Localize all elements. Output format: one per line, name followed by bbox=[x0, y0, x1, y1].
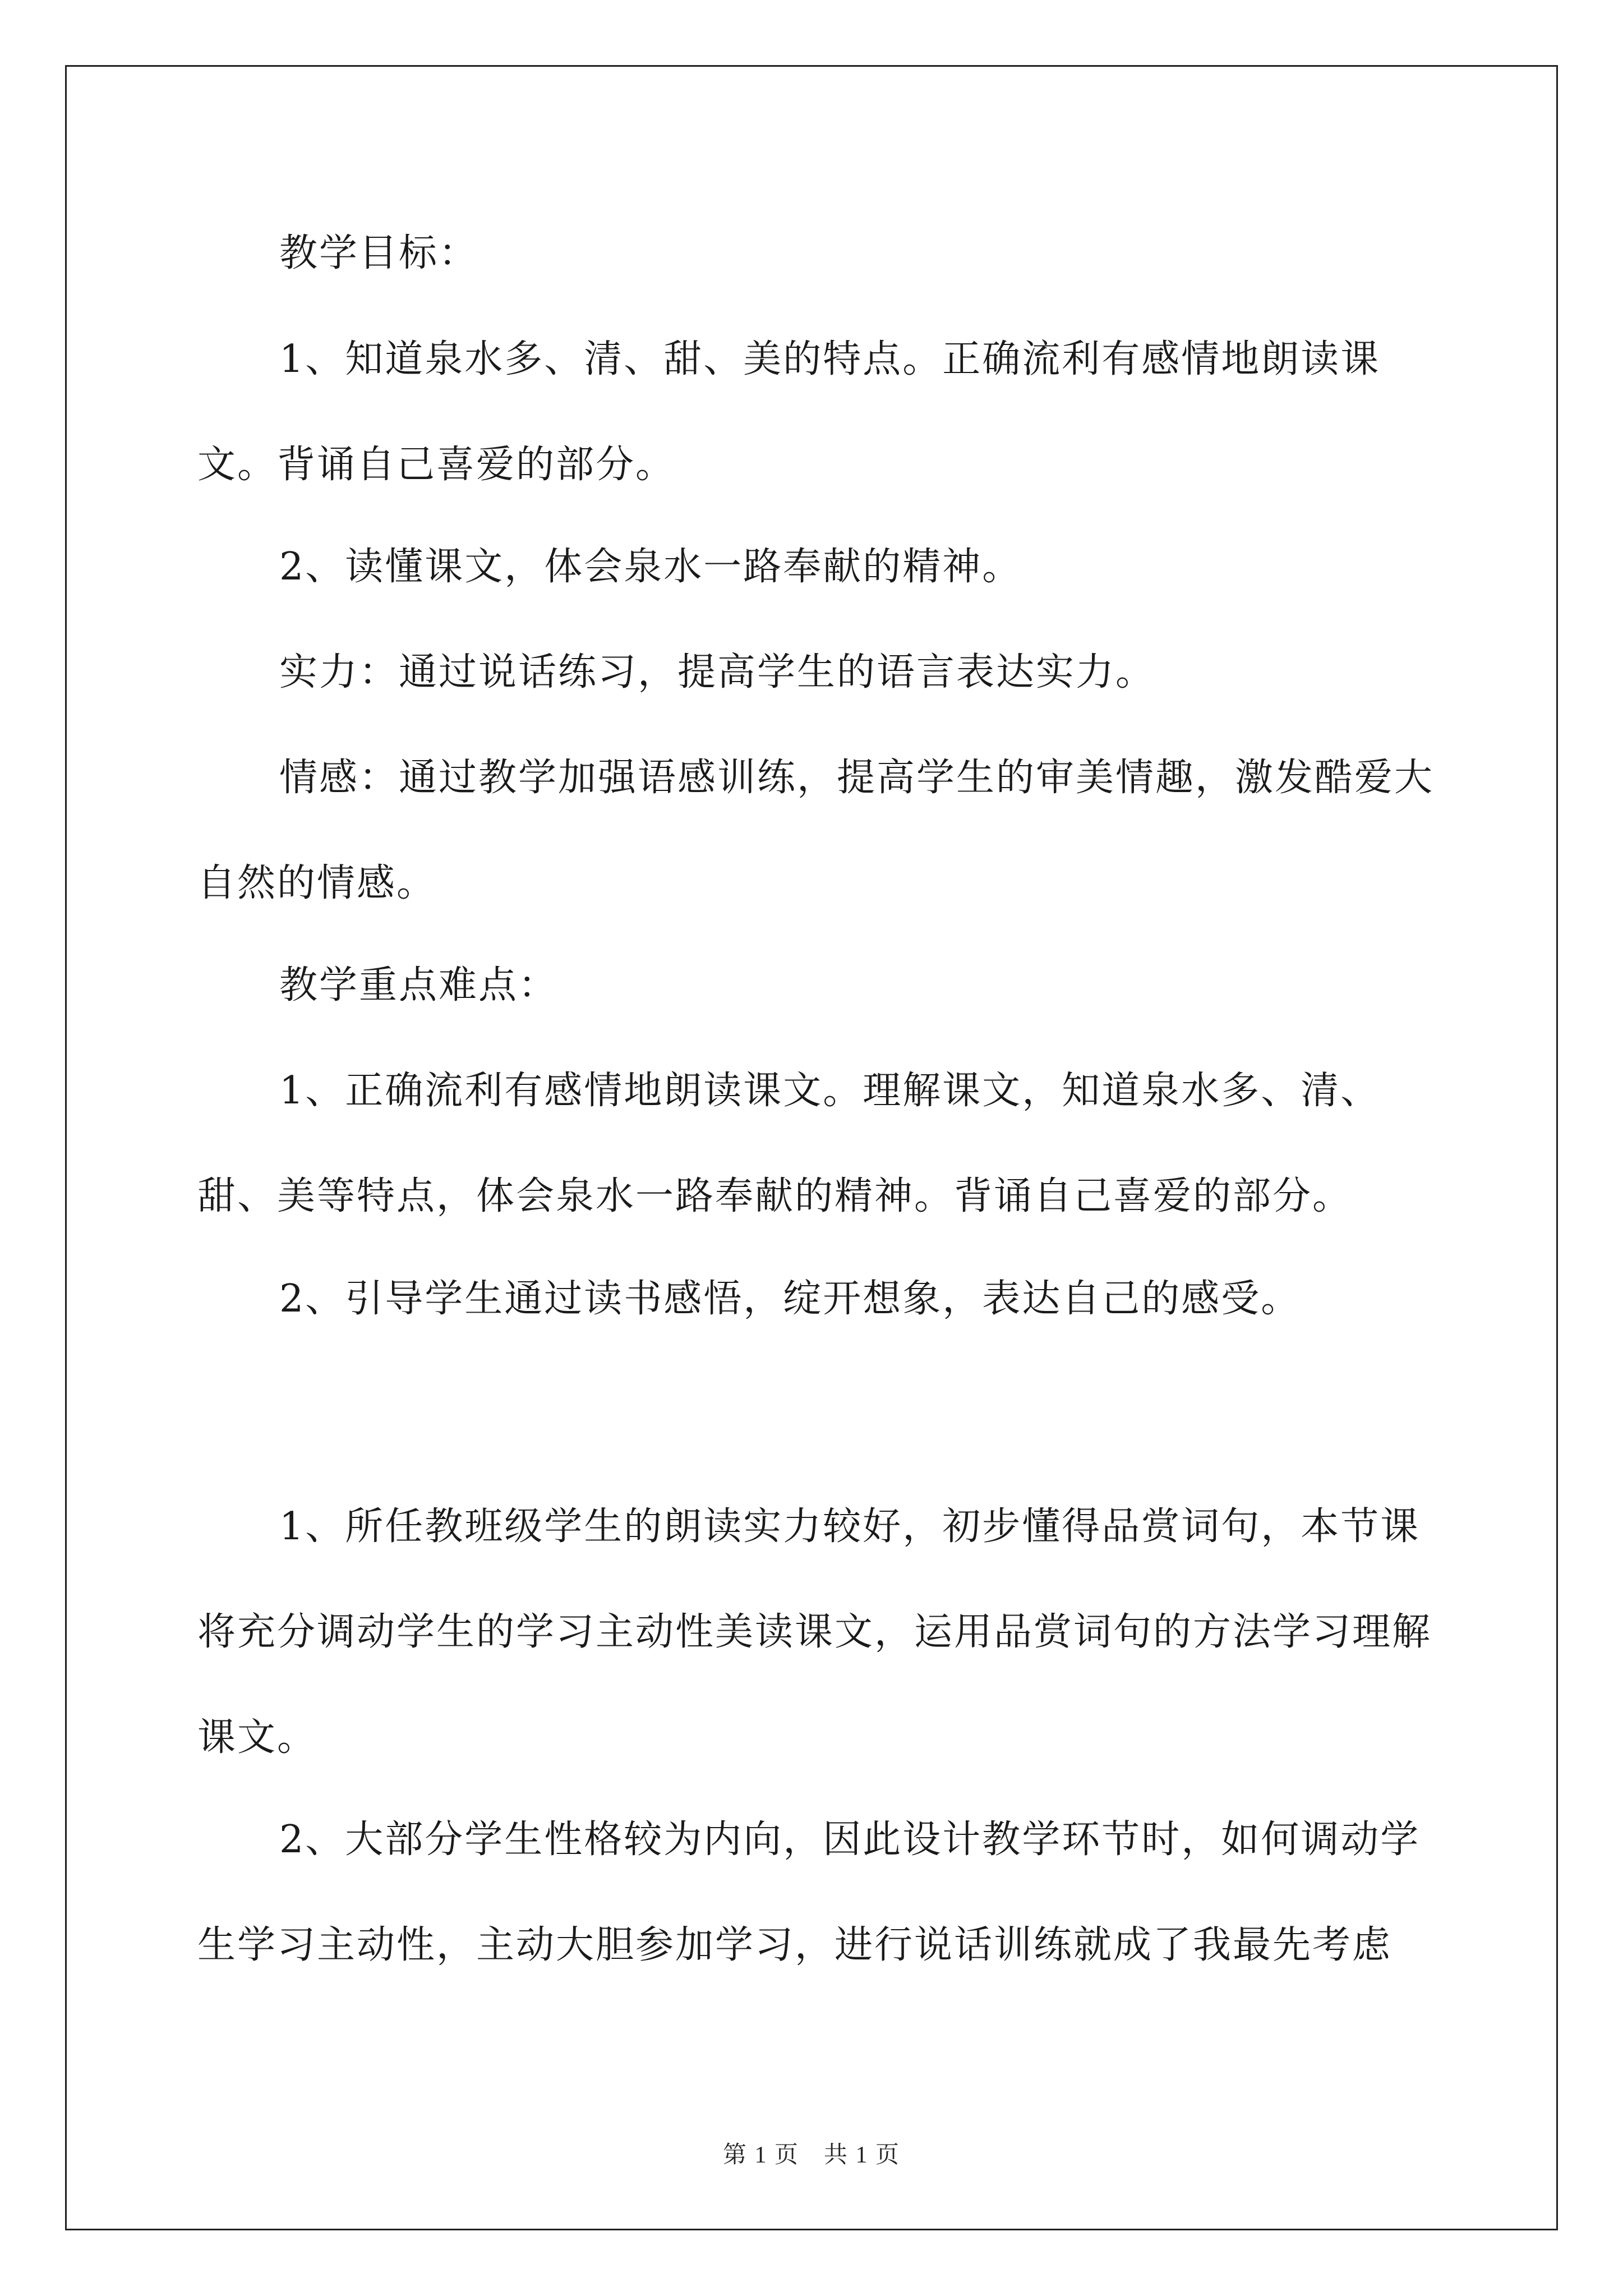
paragraph-emotion: 情感：通过教学加强语感训练，提高学生的审美情趣，激发酷爱大自然的情感。 bbox=[197, 756, 1435, 905]
paragraph-student-analysis-2: 2、大部分学生性格较为内向，因此设计教学环节时，如何调动学生学习主动性，主动大胆参加学习，进行说话训练就成了我最先考虑 bbox=[197, 1818, 1421, 1967]
paragraph-goal-2: 2、读懂课文，体会泉水一路奉献的精神。 bbox=[279, 545, 1022, 589]
page-footer: 第 1 页 共 1 页 bbox=[722, 2142, 900, 2168]
paragraph-teaching-goals-heading: 教学目标： bbox=[279, 231, 479, 275]
paragraph-student-analysis-1: 1、所任教班级学生的朗读实力较好，初步懂得品赏词句，本节课将充分调动学生的学习主动性美读课文，运用品赏词句的方法学习理解课文。 bbox=[197, 1504, 1432, 1760]
paragraph-key-point-1: 1、正确流利有感情地朗读课文。理解课文，知道泉水多、清、甜、美等特点，体会泉水一路奉献的精神。背诵自己喜爱的部分。 bbox=[197, 1069, 1381, 1218]
paragraph-goal-1: 1、知道泉水多、清、甜、美的特点。正确流利有感情地朗读课文。背诵自己喜爱的部分。 bbox=[197, 337, 1381, 487]
paragraph-key-point-2: 2、引导学生通过读书感悟，绽开想象，表达自己的感受。 bbox=[279, 1277, 1301, 1321]
paragraph-ability: 实力：通过说话练习，提高学生的语言表达实力。 bbox=[279, 650, 1156, 694]
paragraph-key-points-heading: 教学重点难点： bbox=[279, 963, 559, 1007]
